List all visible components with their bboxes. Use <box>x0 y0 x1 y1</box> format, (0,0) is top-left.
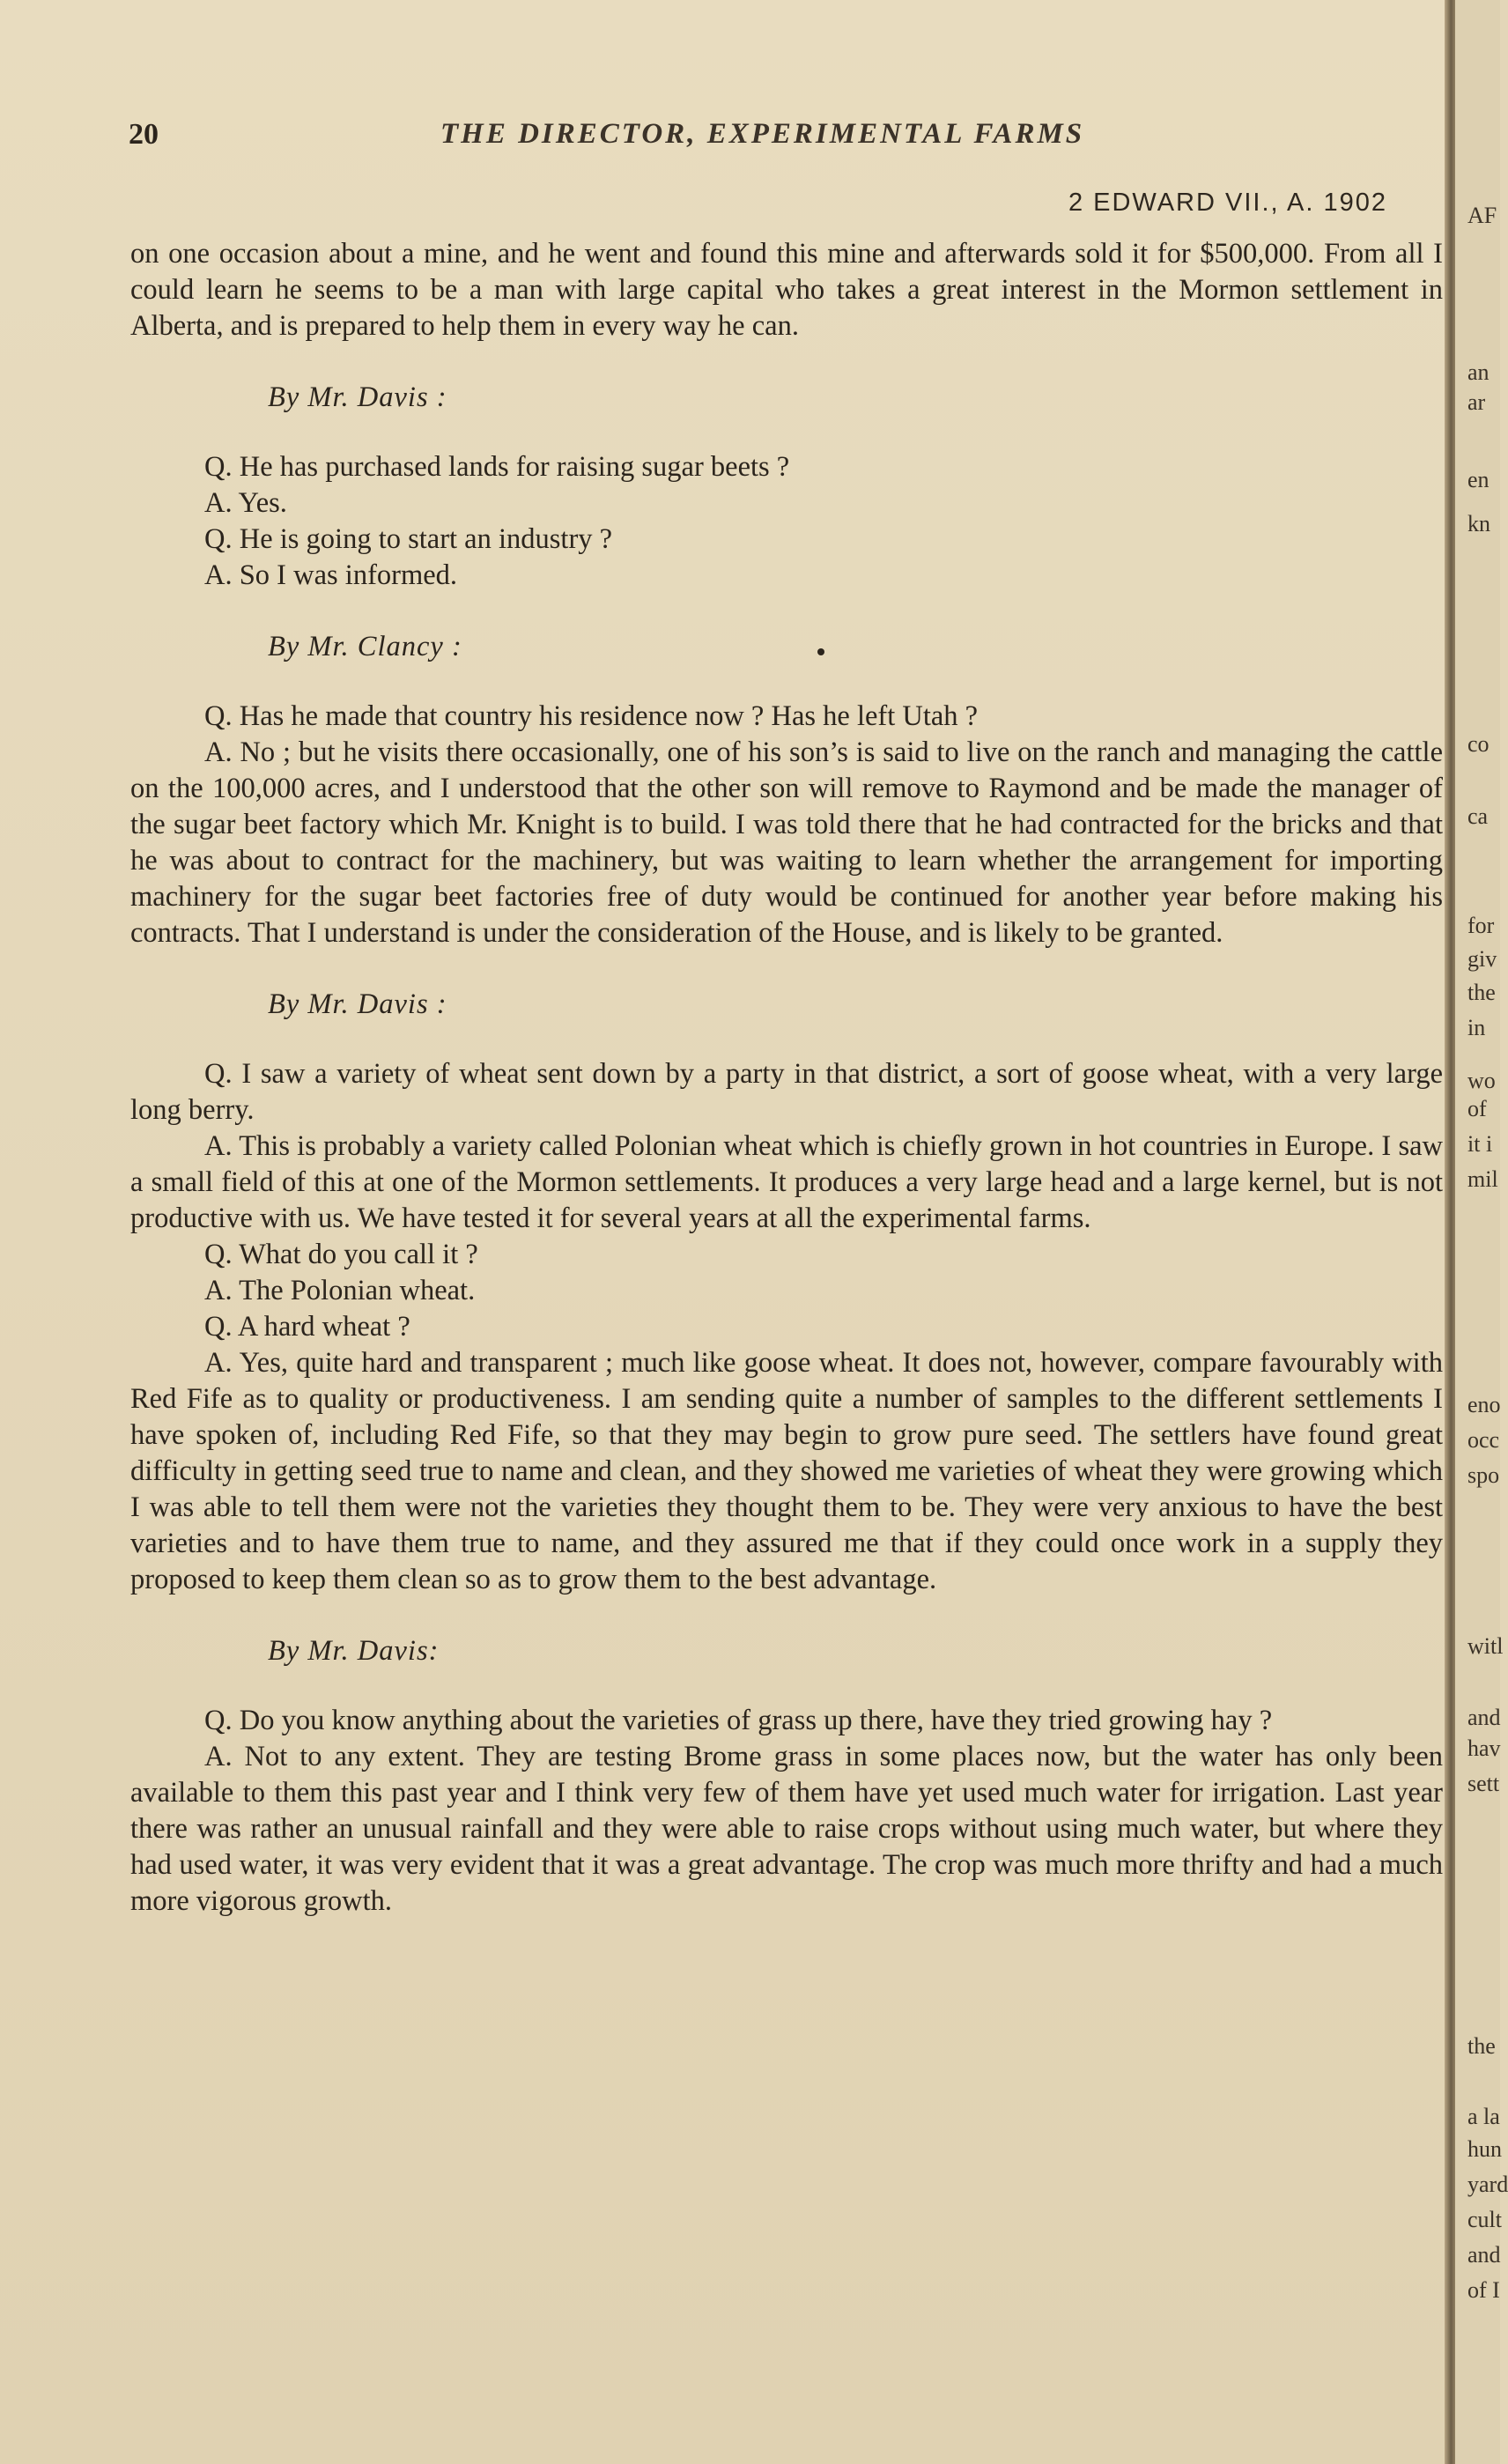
speaker-heading: By Mr. Davis : <box>268 988 447 1020</box>
facing-page-fragment: of <box>1467 1096 1487 1121</box>
facing-page-fragment: of I <box>1467 2277 1500 2303</box>
facing-page-fragment: in <box>1467 1015 1486 1040</box>
facing-page-fragment: kn <box>1467 511 1490 536</box>
qa-line: A. So I was informed. <box>204 559 458 591</box>
facing-page-fragment: cult <box>1467 2207 1502 2232</box>
paragraph: Q. Has he made that country his residence now ? Has he left Utah ? <box>204 700 979 732</box>
session-label: 2 EDWARD VII., A. 1902 <box>1068 189 1387 217</box>
paragraph: on one occasion about a mine, and he went and found this mine and afterwards sold it for $500,000. From all I could learn he seems to be a man with large capital who takes a great interest in the Mormon settlement in Alberta, and is prepared to help them in every way he can. <box>130 238 1443 342</box>
facing-page-fragment: hun <box>1467 2136 1502 2162</box>
facing-page-fragment: wo <box>1467 1068 1496 1093</box>
qa-line: A. The Polonian wheat. <box>204 1275 476 1306</box>
facing-page-fragment: en <box>1467 467 1490 492</box>
paragraph: Q. I saw a variety of wheat sent down by a party in that district, a sort of goose wheat, with a very large long berry. <box>130 1058 1443 1126</box>
qa-line: Q. He has purchased lands for raising sugar beets ? <box>204 451 790 483</box>
facing-page-fragment: and <box>1467 1705 1501 1730</box>
facing-page-fragment: for <box>1467 913 1495 938</box>
speaker-heading: By Mr. Davis: <box>268 1635 440 1667</box>
binding-gutter <box>1445 0 1455 2464</box>
facing-page-fragment: witl <box>1467 1633 1504 1659</box>
facing-page-fragment: giv <box>1467 946 1497 972</box>
facing-page-fragment: a la <box>1467 2104 1500 2129</box>
qa-line: A. Yes. <box>204 487 287 519</box>
facing-page-fragment: ar <box>1467 389 1486 415</box>
speaker-heading: By Mr. Davis : <box>268 381 447 413</box>
paragraph: A. Yes, quite hard and transparent ; much like goose wheat. It does not, however, compare favourably with Red Fife as to quality or productiveness. I am sending quite a number of samples to the different settlements I have spoken of, including Red Fife, so that they may begin to grow pure seed. The settlers have found great difficulty in getting seed true to name and clean, and they showed me varieties of wheat they were growing which I was able to tell them were not the varieties they thought them to be. They were very anxious to have the best varieties and to have them true to name, and they assured me that if they could once work in a supply they proposed to keep them clean so as to grow them to the best advantage. <box>130 1347 1443 1595</box>
paragraph: A. This is probably a variety called Polonian wheat which is chiefly grown in hot countries in Europe. I saw a small field of this at one of the Mormon settlements. It produces a very large head and a large kernel, but is not productive with us. We have tested it for several years at all the experimental farms. <box>130 1130 1443 1234</box>
paragraph: A. No ; but he visits there occasionally, one of his son’s is said to live on the ranch and managing the cattle on the 100,000 acres, and I understood that the other son will remove to Raymond and be made the manager of the sugar beet factory which Mr. Knight is to build. I was told there that he had contracted for the bricks and that he was about to contract for the machinery, but was waiting to learn whether the arrangement for importing machinery for the sugar beet factories free of duty would be continued for another year before making his contracts. That I understand is under the consideration of the House, and is likely to be granted. <box>130 736 1443 949</box>
qa-line: Q. He is going to start an industry ? <box>204 523 613 555</box>
facing-page-fragment: yard <box>1467 2172 1508 2197</box>
facing-page-fragment: eno <box>1467 1392 1501 1417</box>
facing-page-fragment: the <box>1467 2033 1496 2059</box>
facing-page-fragment: hav <box>1467 1735 1501 1761</box>
qa-line: Q. A hard wheat ? <box>204 1311 410 1343</box>
facing-page-fragment: ca <box>1467 803 1489 829</box>
facing-page-fragment: and <box>1467 2242 1501 2268</box>
paragraph: Q. Do you know anything about the varieties of grass up there, have they tried growing hay ? <box>204 1705 1273 1736</box>
running-head: THE DIRECTOR, EXPERIMENTAL FARMS <box>440 118 1085 150</box>
facing-page-fragment: co <box>1467 731 1490 757</box>
facing-page-fragment: occ <box>1467 1427 1500 1453</box>
facing-page-edge <box>1455 0 1508 2464</box>
speaker-heading: By Mr. Clancy : <box>268 631 462 662</box>
page-number: 20 <box>129 118 159 151</box>
facing-page-fragment: an <box>1467 359 1490 385</box>
facing-page-fragment: spo <box>1467 1462 1500 1488</box>
body-text <box>130 236 1443 1920</box>
ink-speck <box>817 648 824 655</box>
facing-page-fragment: sett <box>1467 1771 1500 1796</box>
paragraph: A. Not to any extent. They are testing Brome grass in some places now, but the water has only been available to them this past year and I think very few of them have yet used much water for irrigation. Last year there was rather an unusual rainfall and they were able to raise crops without using much water, but where they had used water, it was very evident that it was a great advantage. The crop was much more thrifty and had a much more vigorous growth. <box>130 1741 1443 1917</box>
facing-page-fragment: it i <box>1467 1131 1493 1157</box>
facing-page-fragment: mil <box>1467 1166 1498 1192</box>
qa-line: Q. What do you call it ? <box>204 1239 478 1270</box>
facing-page-fragment: the <box>1467 980 1496 1005</box>
facing-page-fragment: AF <box>1467 203 1497 228</box>
